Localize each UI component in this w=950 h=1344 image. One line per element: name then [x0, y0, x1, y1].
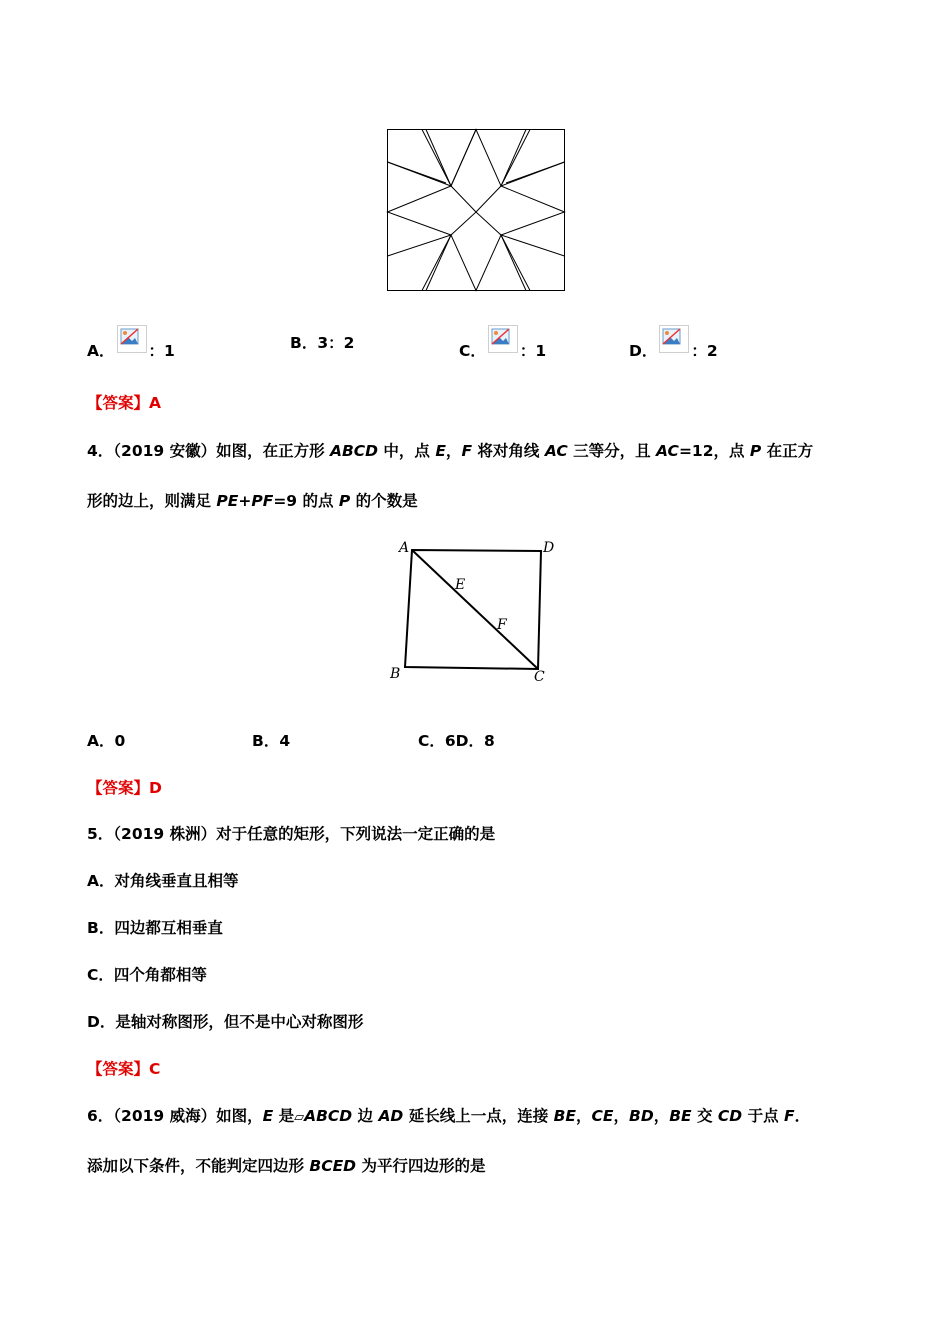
q6-stem-line1: 6．（2019 威海）如图，E 是▱ABCD 边 AD 延长线上一点，连接 BE，CE，BD，BE 交 CD 于点 F．: [87, 1107, 811, 1125]
q6-stem-line2: 添加以下条件，不能判定四边形 BCED 为平行四边形的是: [87, 1157, 486, 1175]
q4-stem-line2: 形的边上，则满足 PE+PF=9 的点 P 的个数是: [87, 492, 418, 510]
label-A: A: [399, 540, 410, 556]
q3-option-b[interactable]: B．3：2: [290, 334, 355, 352]
broken-image-icon: [117, 325, 147, 353]
q4-option-cd[interactable]: C．6D．8: [418, 732, 495, 750]
q4-option-b[interactable]: B．4: [252, 732, 291, 750]
q5-stem: 5．（2019 株洲）对于任意的矩形，下列说法一定正确的是: [87, 825, 496, 843]
q5-option-a[interactable]: A．对角线垂直且相等: [87, 872, 239, 890]
q5-option-b[interactable]: B．四边都互相垂直: [87, 919, 223, 937]
q4-stem-line1: 4．（2019 安徽）如图，在正方形 ABCD 中，点 E，F 将对角线 AC 三等分，且 AC=12，点 P 在正方: [87, 442, 814, 460]
answer-q5: 【答案】C: [87, 1060, 161, 1078]
answer-q4: 【答案】D: [87, 779, 162, 797]
label-E: E: [455, 577, 466, 593]
label-C: C: [534, 669, 545, 685]
q4-option-a[interactable]: A．0: [87, 732, 126, 750]
broken-image-icon: [488, 325, 518, 353]
q3-option-d[interactable]: D． ：2: [629, 333, 718, 361]
label-B: B: [390, 666, 401, 682]
broken-image-icon: [659, 325, 689, 353]
q3-option-a[interactable]: A． ：1: [87, 333, 175, 361]
q5-option-d[interactable]: D．是轴对称图形，但不是中心对称图形: [87, 1013, 364, 1031]
star-tiling-figure: [386, 128, 567, 293]
q5-option-c[interactable]: C．四个角都相等: [87, 966, 207, 984]
q3-option-c[interactable]: C． ：1: [459, 333, 546, 361]
square-diagonal-figure: [385, 535, 565, 685]
label-F: F: [497, 617, 507, 633]
answer-q3: 【答案】A: [87, 394, 161, 412]
label-D: D: [543, 540, 555, 556]
